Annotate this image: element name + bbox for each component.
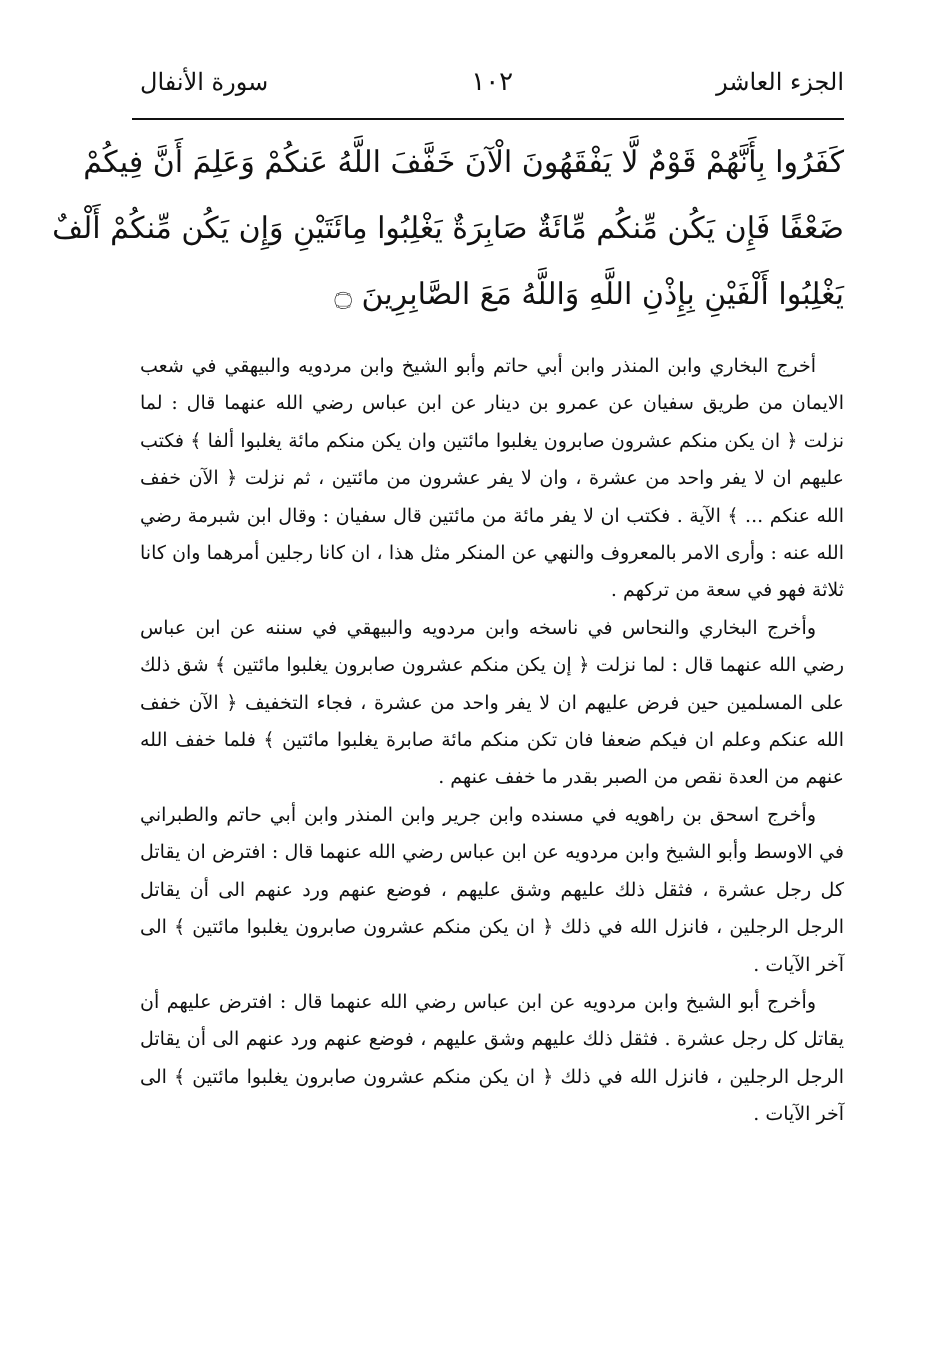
commentary-paragraph: وأخرج أبو الشيخ وابن مردويه عن ابن عباس رضي الله عنهما قال : افترض عليهم أن يقاتل كل رجل عشرة . فثقل ذلك عليهم وشق عليهم ، فوضع عنهم ورد عنهم الى أن يقاتل الرجل الرجلين ، فانزل الله في ذلك ﴿ ان يكن منكم عشرون صابرون يغلبوا مائتين ﴾ الى آخر الآيات . (140, 990, 844, 1126)
commentary-paragraph: وأخرج اسحق بن راهويه في مسنده وابن جرير وابن المنذر وابن أبي حاتم والطبراني في الاوسط وأبو الشيخ وابن مردويه عن ابن عباس رضي الله عنهما قال : افترض ان يقاتل كل رجل عشرة ، فثقل ذلك عليهم وشق عليهم ، فوضع عنهم ورد عنهم الى أن يقاتل الرجل الرجلين ، فانزل الله في ذلك ﴿ ان يكن منكم عشرون صابرون يغلبوا مائتين ﴾ الى آخر الآيات . (140, 803, 844, 976)
quran-line: يَغْلِبُوا أَلْفَيْنِ بِإِذْنِ اللَّهِ وَاللَّهُ مَعَ الصَّابِرِينَ ۝ (334, 277, 844, 312)
commentary-paragraph: وأخرج البخاري والنحاس في ناسخه وابن مردويه والبيهقي في سننه عن ابن عباس رضي الله عنهما قال : لما نزلت ﴿ إن يكن منكم عشرون صابرون يغلبوا مائتين ﴾ شق ذلك على المسلمين حين فرض عليهم ان لا يفر واحد من عشرة ، فجاء التخفيف ﴿ الآن خفف الله عنكم وعلم ان فيكم ضعفا فان تكن منكم مائة صابرة يغلبوا مائتين ﴾ فلما خفف الله عنهم من العدة نقص من الصبر بقدر ما خفف عنهم . (140, 616, 844, 789)
part-title: الجزء العاشر (716, 68, 844, 96)
commentary-paragraph: أخرج البخاري وابن المنذر وابن أبي حاتم وأبو الشيخ وابن مردويه والبيهقي في شعب الايمان من طريق سفيان عن عمرو بن دينار عن ابن عباس رضي الله عنهما قال : لما نزلت ﴿ ان يكن منكم عشرون صابرون يغلبوا مائتين وان يكن منكم مائة يغلبوا ألفا ﴾ فكتب عليهم ان لا يفر واحد من عشرة ، وان لا يفر عشرون من مائتين ، ثم نزلت ﴿ الآن خفف الله عنكم ... ﴾ الآية . فكتب ان لا يفر مائة من مائتين قال سفيان : وقال ابن شبرمة رضي الله عنه : وأرى الامر بالمعروف والنهي عن المنكر مثل هذا ، ان كانا رجلين أمرهما وان كانا ثلاثة فهو في سعة من تركهم . (140, 355, 844, 602)
quran-line: ضَعْفًا فَإِن يَكُن مِّنكُم مِّائَةٌ صَابِرَةٌ يَغْلِبُوا مِائَتَيْنِ وَإِن يَكُن مِّنكُمْ أَلْفٌ (52, 211, 844, 246)
surah-title: سورة الأنفال (140, 68, 269, 96)
quran-verses (52, 130, 844, 328)
header-rule (132, 118, 844, 120)
quran-line: كَفَرُوا بِأَنَّهُمْ قَوْمٌ لَّا يَفْقَهُونَ الْآنَ خَفَّفَ اللَّهُ عَنكُمْ وَعَلِمَ أَنَّ فِيكُمْ (83, 145, 844, 180)
commentary-text (140, 348, 844, 1134)
page-number: ١٠٢ (471, 67, 514, 97)
running-header (140, 62, 844, 102)
